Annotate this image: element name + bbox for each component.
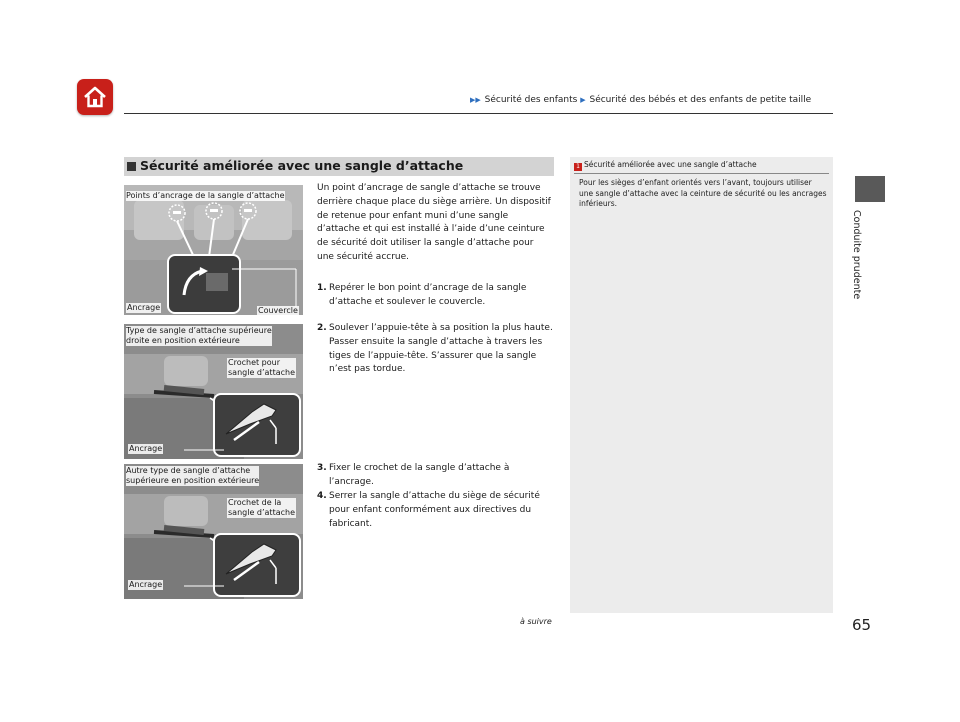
caption-line: supérieure en position extérieure — [126, 476, 260, 485]
step-number: 1. — [317, 283, 327, 293]
step-item — [317, 322, 553, 378]
breadcrumb-arrow-icon: ▶▶ — [470, 96, 481, 104]
note-text: Pour les sièges d’enfant orientés vers l’avant, toujours utiliser une sangle d’attache avec la ceinture de sécurité ou les ancrages inférieurs. — [579, 178, 827, 208]
breadcrumb — [470, 95, 811, 105]
upper-strap-illustration — [124, 324, 303, 459]
step-text: Fixer le crochet de la sangle d’attache à l’ancrage. — [329, 463, 510, 487]
image-label-hook — [227, 358, 296, 378]
label-line: Crochet de la — [228, 498, 282, 507]
breadcrumb-item[interactable]: Sécurité des enfants — [484, 95, 578, 105]
label-line: Crochet pour — [228, 358, 280, 367]
home-icon — [81, 83, 109, 111]
step-number: 2. — [317, 323, 327, 333]
caption-line: Type de sangle d’attache supérieure — [126, 326, 272, 335]
image-label-cover: Couvercle — [258, 306, 298, 315]
image-caption — [126, 326, 272, 346]
image-label-anchor: Ancrage — [129, 444, 163, 453]
note-header — [574, 160, 757, 171]
note-divider — [574, 173, 829, 174]
step-text: Serrer la sangle d’attache du siège de sécurité pour enfant conformément aux directives du fabricant. — [329, 491, 540, 529]
step-item — [317, 462, 553, 490]
home-button[interactable] — [77, 79, 113, 115]
step-text: Soulever l’appuie-tête à sa position la plus haute. Passer ensuite la sangle d’attache à travers les tiges de l’appuie-tête. S’assurer que la sangle n’est pas tordue. — [329, 323, 553, 375]
step-item — [317, 490, 553, 532]
chapter-tab-marker[interactable] — [855, 176, 885, 202]
caption-line: droite en position extérieure — [126, 336, 240, 345]
anchor-points-illustration — [124, 185, 303, 315]
section-title: Sécurité améliorée avec une sangle d’attache — [140, 158, 464, 173]
step-number: 3. — [317, 463, 327, 473]
page-number: 65 — [852, 616, 872, 634]
header-divider — [124, 113, 833, 114]
note-reference-icon: 1 — [574, 163, 582, 171]
intro-paragraph: Un point d’ancrage de sangle d’attache se trouve derrière chaque place du siège arrière. Un dispositif de retenue pour enfant muni d’une sangle d’attache et qui est installé à l’aide d’une ceinture de sécurité doit utiliser la sangle d’attache pour une sécurité accrue. — [317, 183, 551, 262]
step-text: Repérer le bon point d’ancrage de la sangle d’attache et soulever le couvercle. — [329, 283, 527, 307]
image-label-hook — [227, 498, 296, 518]
note-title: Sécurité améliorée avec une sangle d’attache — [584, 160, 757, 169]
section-heading — [124, 157, 554, 176]
image-label-anchor: Ancrage — [127, 303, 161, 312]
alternate-strap-illustration — [124, 464, 303, 599]
chapter-tab-label: Conduite prudente — [851, 210, 862, 300]
step-item — [317, 282, 553, 310]
section-square-icon — [127, 162, 136, 171]
continued-label: à suivre — [520, 617, 552, 626]
caption-line: Autre type de sangle d’attache — [126, 466, 251, 475]
note-box — [570, 157, 833, 613]
image-label-anchor: Ancrage — [129, 580, 163, 589]
label-line: sangle d’attache — [228, 508, 295, 517]
image-caption — [126, 466, 259, 486]
image-caption: Points d’ancrage de la sangle d’attache — [126, 191, 285, 200]
breadcrumb-item[interactable]: Sécurité des bébés et des enfants de petite taille — [589, 95, 812, 105]
label-line: sangle d’attache — [228, 368, 295, 377]
step-number: 4. — [317, 491, 327, 501]
breadcrumb-arrow-icon: ▶ — [580, 96, 586, 104]
